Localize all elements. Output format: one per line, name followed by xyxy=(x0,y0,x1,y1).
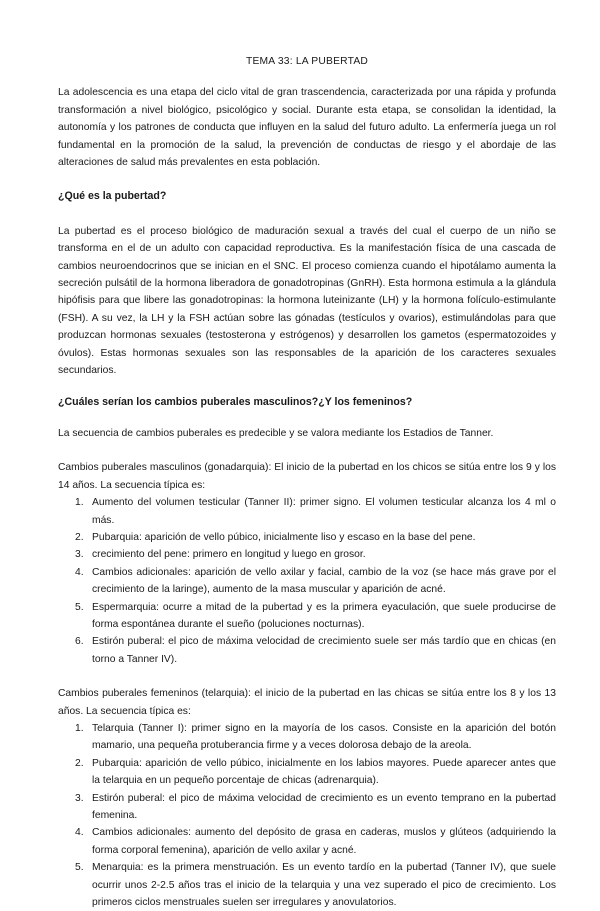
list-item: 2. Pubarquia: aparición de vello púbico, inicialmente en los labios mayores. Puede aparecer antes que la telarquia en un pequeño porcentaje de chicas (adrenarquia). xyxy=(75,757,556,787)
list-item: 4. Cambios adicionales: aumento del depósito de grasa en caderas, muslos y glúteos (adquiriendo la forma corporal femenina), aparición de vello axilar y acné. xyxy=(75,827,556,856)
male-changes-intro: Cambios puberales masculinos (gonadarquia): El inicio de la pubertad en los chicos se sitúa entre los 9 y los 14 años. La secuencia típica es: xyxy=(58,462,556,491)
male-changes-list xyxy=(58,494,556,668)
pubertad-definition-paragraph: La pubertad es el proceso biológico de maduración sexual a través del cual el cuerpo de un niño se transforma en el de un adulto con capacidad reproductiva. Es la manifestación física de una cascada de cambios neuroendocrinos que se inician en el SNC. El proceso comienza cuando el hipotálamo aumenta la secreción pulsátil de la hormona liberadora de gonadotropinas (GnRH). Esta hormona estimula a la glándula hipófisis para que libere las gonadotropinas: la hormona luteinizante (LH) y la hormona folículo-estimulante (FSH). A su vez, la LH y la FSH actúan sobre las gónadas (testículos y ovarios), estimulándolas para que produzcan hormonas sexuales (testosterona y estrógenos) y desarrollen los gametos (espermatozoides y óvulos). Estas hormonas sexuales son las responsables de la aparición de los caracteres sexuales secundarios. xyxy=(58,225,556,377)
list-item: 5. Espermarquia: ocurre a mitad de la pubertad y es la primera eyaculación, que suele producirse de forma espontánea durante el sueño (poluciones nocturnas). xyxy=(75,601,556,630)
list-item: 1. Telarquia (Tanner I): primer signo en la mayoría de los casos. Consiste en la aparición del botón mamario, una pequeña protuberancia firme y a veces dolorosa debajo de la areola. xyxy=(75,723,556,752)
female-changes-list xyxy=(58,720,556,911)
page-title: TEMA 33: LA PUBERTAD xyxy=(245,56,369,67)
female-changes-intro: Cambios puberales femeninos (telarquia): el inicio de la pubertad en las chicas se sitúa entre los 8 y los 13 años. La secuencia típica es: xyxy=(58,688,556,717)
section-heading-cambios: ¿Cuáles serían los cambios puberales masculinos?¿Y los femeninos? xyxy=(58,395,413,408)
section-heading-que-es: ¿Qué es la pubertad? xyxy=(58,190,167,203)
list-item: 1. Aumento del volumen testicular (Tanner II): primer signo. El volumen testicular alcanza los 4 ml o más. xyxy=(75,497,556,526)
list-item: 4. Cambios adicionales: aparición de vello axilar y facial, cambio de la voz (se hace más grave por el crecimiento de la laringe), aumento de la masa muscular y aparición de acné. xyxy=(75,566,556,596)
tanner-paragraph: La secuencia de cambios puberales es predecible y se valora mediante los Estadios de Tanner. xyxy=(58,427,494,439)
list-item: 3. Estirón puberal: el pico de máxima velocidad de crecimiento es un evento temprano en la pubertad femenina. xyxy=(75,792,556,822)
intro-paragraph: La adolescencia es una etapa del ciclo vital de gran trascendencia, caracterizada por una rápida y profunda transformación a nivel biológico, psicológico y social. Durante esta etapa, se consolidan la identidad, la autonomía y los patrones de conducta que influyen en la salud del futuro adulto. La enfermería juega un rol fundamental en la promoción de la salud, la prevención de conductas de riesgo y el abordaje de las alteraciones de salud más prevalentes en esta población. xyxy=(58,87,556,169)
list-item: 5. Menarquia: es la primera menstruación. Es un evento tardío en la pubertad (Tanner IV), que suele ocurrir unos 2-2.5 años tras el inicio de la telarquia y una vez superado el pico de crecimiento. Los primeros ciclos menstruales suelen ser irregulares y anovulatorios. xyxy=(75,862,556,909)
list-item: 6. Estirón puberal: el pico de máxima velocidad de crecimiento suele ser más tardío que en chicas (en torno a Tanner IV). xyxy=(75,636,556,665)
list-item: 2. Pubarquia: aparición de vello púbico, inicialmente liso y escaso en la base del pene. xyxy=(75,531,476,543)
list-item: 3. crecimiento del pene: primero en longitud y luego en grosor. xyxy=(75,549,366,561)
